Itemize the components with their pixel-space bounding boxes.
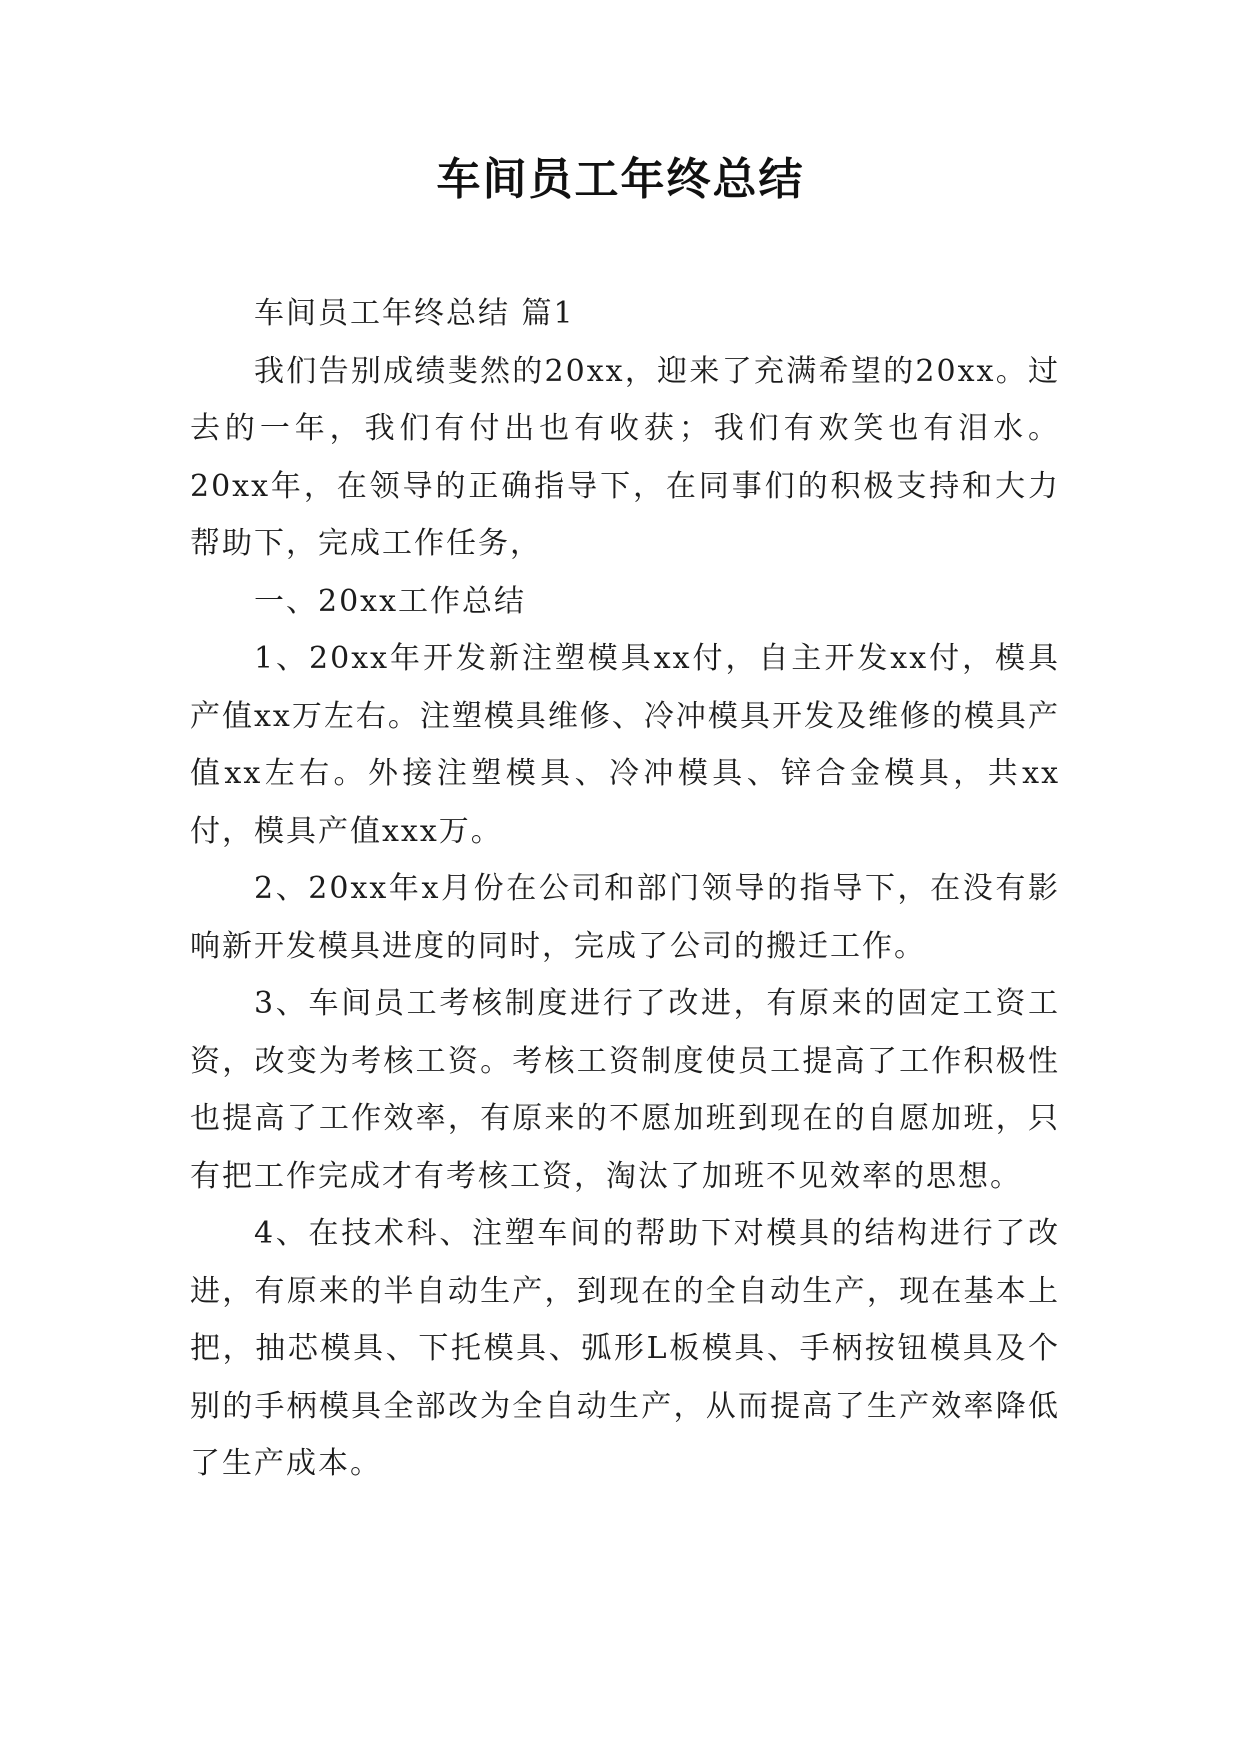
- document-body: [190, 285, 1060, 1493]
- summary-heading: 一、20xx工作总结: [254, 583, 527, 619]
- paragraph-item-4: 4、在技术科、注塑车间的帮助下对模具的结构进行了改进，有原来的半自动生产，到现在的全自动生产，现在基本上把，抽芯模具、下托模具、弧形L板模具、手柄按钮模具及个别的手柄模具全部改为全自动生产，从而提高了生产效率降低了生产成本。: [190, 1216, 1060, 1481]
- paragraph-item-2: 2、20xx年x月份在公司和部门领导的指导下，在没有影响新开发模具进度的同时，完成了公司的搬迁工作。: [190, 871, 1060, 964]
- document-title: 车间员工年终总结: [436, 154, 805, 205]
- paragraph-item-3: 3、车间员工考核制度进行了改进，有原来的固定工资工资，改变为考核工资。考核工资制度使员工提高了工作积极性也提高了工作效率，有原来的不愿加班到现在的自愿加班，只有把工作完成才有考核工资，淘汰了加班不见效率的思想。: [190, 986, 1060, 1194]
- paragraph-item-1: 1、20xx年开发新注塑模具xx付，自主开发xx付，模具产值xx万左右。注塑模具维修、冷冲模具开发及维修的模具产值xx左右。外接注塑模具、冷冲模具、锌合金模具，共xx付，模具产值xxx万。: [190, 641, 1060, 849]
- section-heading: 车间员工年终总结 篇1: [254, 296, 575, 331]
- intro-paragraph: 我们告别成绩斐然的20xx，迎来了充满希望的20xx。过去的一年，我们有付出也有收获；我们有欢笑也有泪水。20xx年，在领导的正确指导下，在同事们的积极支持和大力帮助下，完成工作任务，: [190, 353, 1060, 561]
